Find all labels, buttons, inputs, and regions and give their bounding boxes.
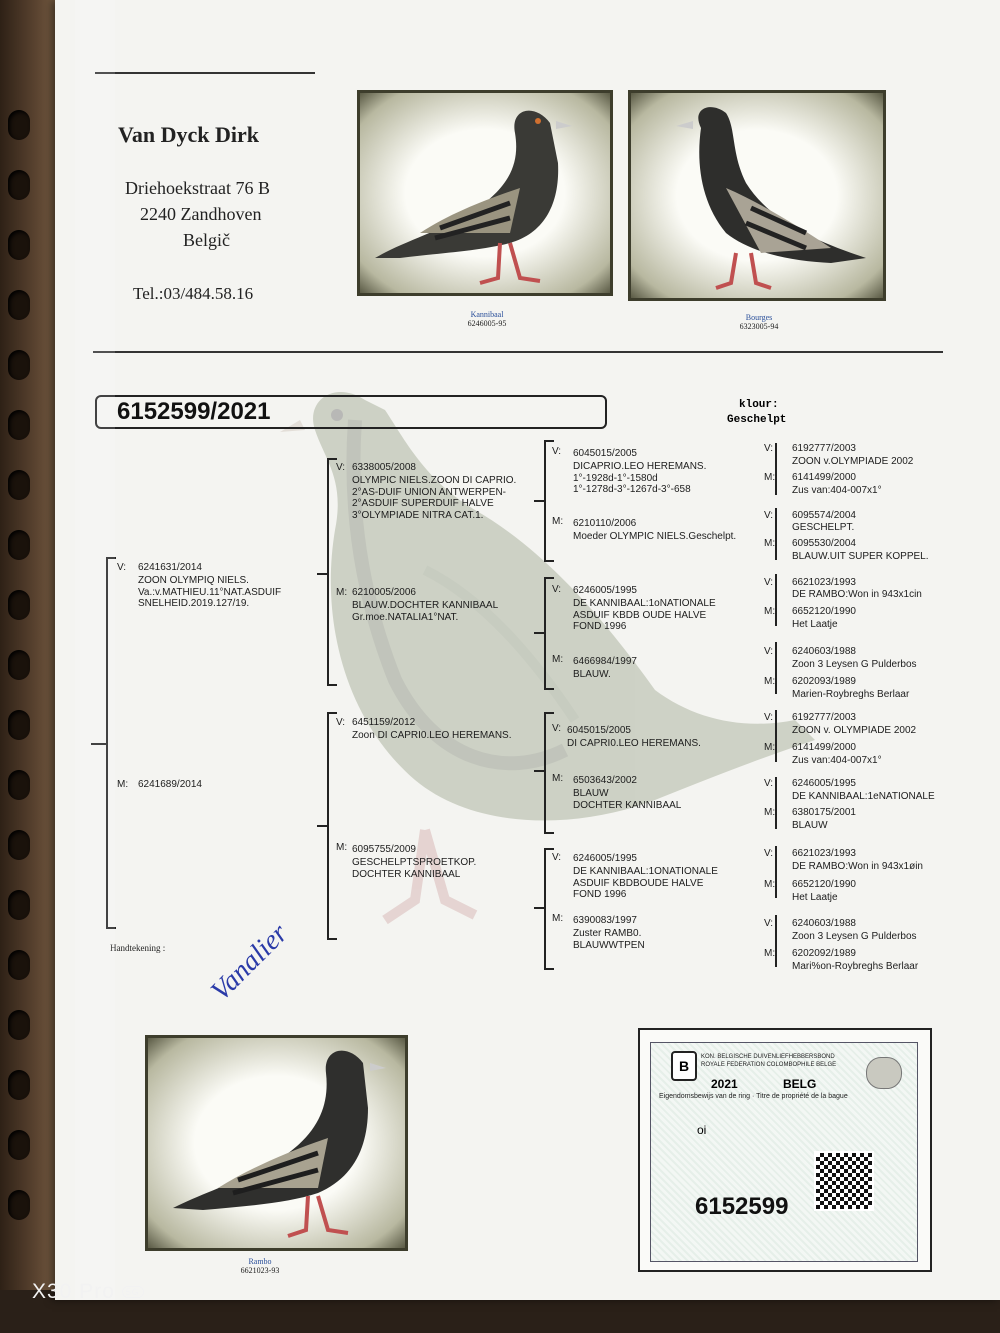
g3-2-ring: 6246005/1995 bbox=[573, 585, 637, 596]
g3-4-ring: 6045015/2005 bbox=[567, 725, 631, 736]
g4-0-tag: V: bbox=[764, 443, 774, 454]
g2-2-info: Zoon DI CAPRI0.LEO HEREMANS. bbox=[352, 730, 512, 741]
g2-2-tag: V: bbox=[336, 717, 346, 728]
g4-13-info: Het Laatje bbox=[792, 892, 838, 903]
g3-3-ring: 6466984/1997 bbox=[573, 656, 637, 667]
signature-label: Handtekening : bbox=[110, 943, 166, 953]
header-bottom-rule bbox=[93, 351, 943, 353]
g3-4-tag: V: bbox=[552, 723, 562, 734]
camera-watermark bbox=[32, 1280, 144, 1304]
ring-card-org-nl: KON. BELGISCHE DUIVENLIEFHEBBERSBOND bbox=[701, 1054, 835, 1060]
g2-0-info: OLYMPIC NIELS.ZOON DI CAPRIO. 2°AS-DUIF UNION ANTWERPEN- 2°ASDUIF SUPERDUIF HALVE 3°OLYMPIADE NITRA CAT.1. bbox=[352, 475, 517, 521]
g4-14-info: Zoon 3 Leysen G Pulderbos bbox=[792, 931, 917, 942]
g4-0-info: ZOON v.OLYMPIADE 2002 bbox=[792, 456, 914, 467]
g4-2-tag: V: bbox=[764, 510, 774, 521]
pedigree-ring-number: 6152599/2021 bbox=[117, 398, 271, 425]
g4-8-info: ZOON v. OLYMPIADE 2002 bbox=[792, 725, 917, 736]
g4-3-tag: M: bbox=[764, 538, 776, 549]
g4-0-ring: 6192777/2003 bbox=[792, 443, 856, 454]
g3-0-tag: V: bbox=[552, 446, 562, 457]
g4-4-info: DE RAMBO:Won in 943x1cin bbox=[792, 589, 922, 600]
plastic-sleeve bbox=[75, 0, 115, 1300]
g3-1-tag: M: bbox=[552, 516, 564, 527]
g4-7-tag: M: bbox=[764, 676, 776, 687]
g4-12-info: DE RAMBO:Won in 943x1øin bbox=[792, 861, 923, 872]
g2-0-ring: 6338005/2008 bbox=[352, 462, 416, 473]
g2-3-info: GESCHELPTSPROETKOP. DOCHTER KANNIBAAL bbox=[352, 857, 477, 880]
g4-4-tag: V: bbox=[764, 577, 774, 588]
ring-card-year: 2021 bbox=[711, 1077, 738, 1091]
g1-sire-ring: 6241631/2014 bbox=[138, 562, 202, 573]
g4-9-info: Zus van:404-007x1° bbox=[792, 755, 882, 766]
g4-15-info: Mari%on-Roybreghs Berlaar bbox=[792, 961, 919, 972]
ring-card-emblem-icon bbox=[866, 1057, 902, 1089]
handwritten-signature: Vanalier bbox=[205, 917, 295, 1007]
bracket-g3-2 bbox=[544, 577, 546, 690]
ring-card-title: Eigendomsbewijs van de ring · Titre de propriété de la bague bbox=[659, 1093, 848, 1100]
photo-kannibaal-ring: 6246005-95 bbox=[467, 319, 507, 328]
g4-9-tag: M: bbox=[764, 742, 776, 753]
camera-watermark-text: X30 Pro bbox=[32, 1280, 115, 1303]
g4-2-ring: 6095574/2004 bbox=[792, 510, 856, 521]
pedigree-sheet bbox=[55, 0, 1000, 1300]
g4-7-ring: 6202093/1989 bbox=[792, 676, 856, 687]
g3-5-info: BLAUW DOCHTER KANNIBAAL bbox=[573, 788, 682, 811]
g4-9-ring: 6141499/2000 bbox=[792, 742, 856, 753]
pigeon-kannibaal-image bbox=[360, 93, 610, 293]
g2-2-ring: 6451159/2012 bbox=[352, 717, 416, 728]
bracket-g3-4 bbox=[544, 848, 546, 970]
bracket-g2-upper bbox=[327, 458, 329, 686]
g3-7-tag: M: bbox=[552, 913, 564, 924]
g4-12-ring: 6621023/1993 bbox=[792, 848, 856, 859]
ring-card-inner bbox=[650, 1042, 918, 1262]
photo-bourges bbox=[628, 90, 886, 301]
color-value: Geschelpt bbox=[727, 414, 787, 426]
ring-card-mark: oi bbox=[697, 1123, 707, 1137]
photo-bourges-caption bbox=[729, 313, 789, 331]
g2-0-tag: V: bbox=[336, 462, 346, 473]
g1-sire-tag: V: bbox=[117, 562, 127, 573]
g4-6-info: Zoon 3 Leysen G Pulderbos bbox=[792, 659, 917, 670]
g3-3-tag: M: bbox=[552, 654, 564, 665]
g1-dam-ring: 6241689/2014 bbox=[138, 779, 202, 790]
g3-6-tag: V: bbox=[552, 852, 562, 863]
g4-13-ring: 6652120/1990 bbox=[792, 879, 856, 890]
g4-11-tag: M: bbox=[764, 807, 776, 818]
g3-6-ring: 6246005/1995 bbox=[573, 853, 637, 864]
g4-14-tag: V: bbox=[764, 918, 774, 929]
g3-4-info: DI CAPRI0.LEO HEREMANS. bbox=[567, 738, 701, 749]
g4-10-info: DE KANNIBAAL:1eNATIONALE bbox=[792, 791, 935, 802]
g4-6-tag: V: bbox=[764, 646, 774, 657]
g2-3-ring: 6095755/2009 bbox=[352, 844, 416, 855]
g3-2-tag: V: bbox=[552, 584, 562, 595]
g4-14-ring: 6240603/1988 bbox=[792, 918, 856, 929]
photo-rambo-ring: 6621023-93 bbox=[240, 1266, 280, 1275]
g4-5-info: Het Laatje bbox=[792, 619, 838, 630]
photo-kannibaal-name: Kannibaal bbox=[470, 310, 504, 319]
g3-3-info: BLAUW. bbox=[573, 669, 611, 680]
g4-12-tag: V: bbox=[764, 848, 774, 859]
photo-kannibaal-caption bbox=[457, 310, 517, 328]
ring-card-number: 6152599 bbox=[695, 1193, 789, 1220]
photo-bourges-name: Bourges bbox=[745, 313, 773, 322]
g4-3-info: BLAUW.UIT SUPER KOPPEL. bbox=[792, 551, 929, 562]
photo-bourges-ring: 6323005-94 bbox=[739, 322, 779, 331]
g3-0-info: DICAPRIO.LEO HEREMANS. 1°-1928d-1°-1580d 1°-1278d-3°-1267d-3°-658 bbox=[573, 461, 707, 495]
g1-dam-tag: M: bbox=[117, 779, 129, 790]
owner-country: Belgič bbox=[183, 230, 230, 250]
g4-4-ring: 6621023/1993 bbox=[792, 577, 856, 588]
g4-2-info: GESCHELPT. bbox=[792, 522, 855, 533]
ring-card-org-fr: ROYALE FEDERATION COLOMBOPHILE BELGE bbox=[701, 1062, 837, 1068]
g4-10-ring: 6246005/1995 bbox=[792, 778, 856, 789]
owner-street: Driehoekstraat 76 B bbox=[125, 178, 270, 198]
g3-7-ring: 6390083/1997 bbox=[573, 915, 637, 926]
photo-rambo bbox=[145, 1035, 408, 1251]
bracket-g2-lower bbox=[327, 712, 329, 940]
g1-sire-info: ZOON OLYMPIQ NIELS. Va.:v.MATHIEU.11°NAT.ASDUIF SNELHEID.2019.127/19. bbox=[138, 575, 282, 609]
bracket-g3-1 bbox=[544, 440, 546, 562]
color-label: klour: bbox=[739, 399, 779, 411]
g4-5-tag: M: bbox=[764, 606, 776, 617]
g4-1-ring: 6141499/2000 bbox=[792, 472, 856, 483]
pigeon-bourges-image bbox=[631, 93, 883, 298]
g3-5-tag: M: bbox=[552, 773, 564, 784]
g4-11-ring: 6380175/2001 bbox=[792, 807, 856, 818]
g3-0-ring: 6045015/2005 bbox=[573, 448, 637, 459]
g2-3-tag: M: bbox=[336, 842, 348, 853]
owner-name: Van Dyck Dirk bbox=[118, 122, 259, 147]
bracket-g3-3 bbox=[544, 712, 546, 834]
g2-1-ring: 6210005/2006 bbox=[352, 587, 416, 598]
g4-15-ring: 6202092/1989 bbox=[792, 948, 856, 959]
ring-card-country: BELG bbox=[783, 1077, 817, 1091]
g4-10-tag: V: bbox=[764, 778, 774, 789]
g3-1-ring: 6210110/2006 bbox=[573, 518, 637, 529]
g3-5-ring: 6503643/2002 bbox=[573, 775, 637, 786]
header-top-rule bbox=[95, 72, 315, 74]
g2-1-tag: M: bbox=[336, 587, 348, 598]
pigeon-rambo-image bbox=[148, 1038, 405, 1248]
ring-card-qr-code bbox=[814, 1151, 874, 1211]
g4-1-info: Zus van:404-007x1° bbox=[792, 485, 882, 496]
g4-7-info: Marien-Roybreghs Berlaar bbox=[792, 689, 910, 700]
kbdb-logo-icon: B bbox=[671, 1051, 697, 1081]
g3-2-info: DE KANNIBAAL:1oNATIONALE ASDUIF KBDB OUDE HALVE FOND 1996 bbox=[573, 598, 716, 632]
ring-ownership-card bbox=[638, 1028, 932, 1272]
g4-5-ring: 6652120/1990 bbox=[792, 606, 856, 617]
g3-6-info: DE KANNIBAAL:1ONATIONALE ASDUIF KBDBOUDE HALVE FOND 1996 bbox=[573, 866, 718, 900]
g4-8-tag: V: bbox=[764, 712, 774, 723]
camera-watermark-badge: 5G bbox=[122, 1286, 144, 1298]
photo-rambo-caption bbox=[230, 1257, 290, 1275]
g4-15-tag: M: bbox=[764, 948, 776, 959]
g2-1-info: BLAUW.DOCHTER KANNIBAAL Gr.moe.NATALIA1°NAT. bbox=[352, 600, 499, 623]
g4-11-info: BLAUW bbox=[792, 820, 828, 831]
owner-phone: Tel.:03/484.58.16 bbox=[133, 284, 254, 303]
g4-1-tag: M: bbox=[764, 472, 776, 483]
photo-rambo-name: Rambo bbox=[248, 1257, 272, 1266]
g4-8-ring: 6192777/2003 bbox=[792, 712, 856, 723]
g4-13-tag: M: bbox=[764, 879, 776, 890]
ring-card-org bbox=[701, 1053, 836, 1069]
g3-7-info: Zuster RAMB0. BLAUWWTPEN bbox=[573, 928, 645, 951]
g4-6-ring: 6240603/1988 bbox=[792, 646, 856, 657]
owner-city: 2240 Zandhoven bbox=[140, 204, 262, 224]
photo-kannibaal bbox=[357, 90, 613, 296]
g3-1-info: Moeder OLYMPIC NIELS.Geschelpt. bbox=[573, 531, 737, 542]
g4-3-ring: 6095530/2004 bbox=[792, 538, 856, 549]
